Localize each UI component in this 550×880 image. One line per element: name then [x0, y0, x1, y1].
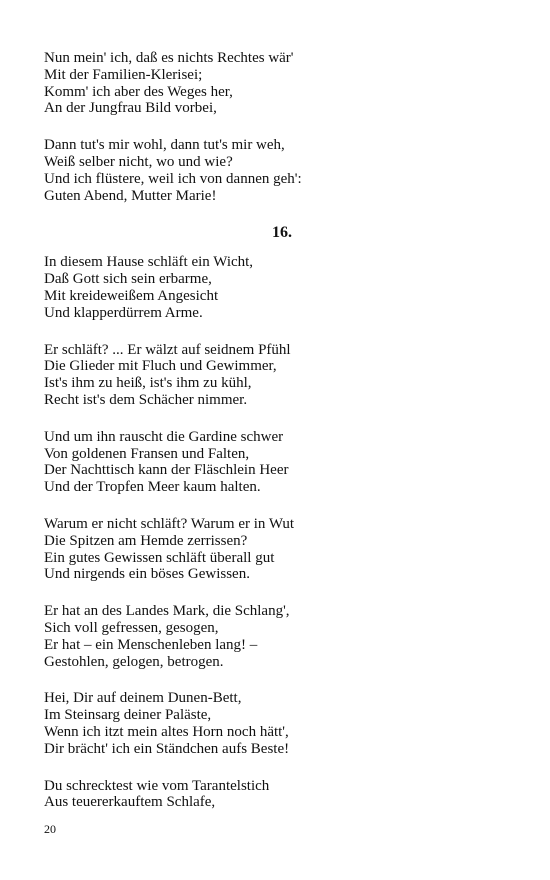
- poem-line: Und nirgends ein böses Gewissen.: [44, 566, 250, 583]
- poem-line: Er schläft? ... Er wälzt auf seidnem Pfühl: [44, 341, 291, 358]
- poem-line: Der Nachttisch kann der Fläschlein Heer: [44, 462, 289, 479]
- poem-line: Hei, Dir auf deinem Dunen-Bett,: [44, 690, 242, 707]
- poem-line: An der Jungfrau Bild vorbei,: [44, 100, 217, 117]
- poem-line: Sich voll gefressen, gesogen,: [44, 619, 219, 636]
- poem-line: Dann tut's mir wohl, dann tut's mir weh,: [44, 137, 285, 154]
- poem-line: Guten Abend, Mutter Marie!: [44, 187, 217, 204]
- poem-line: Und klapperdürrem Arme.: [44, 304, 203, 321]
- poem-line: Du schrecktest wie vom Tarantelstich: [44, 777, 270, 794]
- page-number: 20: [44, 822, 56, 836]
- poem-line: Von goldenen Fransen und Falten,: [44, 445, 250, 462]
- poem-line: Weiß selber nicht, wo und wie?: [44, 153, 233, 170]
- poem-line: Aus teuererkauftem Schlafe,: [44, 794, 216, 811]
- poem-line: Die Glieder mit Fluch und Gewimmer,: [44, 358, 277, 375]
- poem-15-ending: [44, 50, 514, 204]
- stanza: [44, 516, 514, 583]
- stanza: [44, 50, 514, 117]
- poem-number-heading: 16.: [272, 224, 292, 242]
- poem-line: Nun mein' ich, daß es nichts Rechtes wär': [44, 50, 294, 66]
- stanza: [44, 603, 514, 670]
- poem-line: Komm' ich aber des Weges her,: [44, 83, 233, 100]
- poem-line: Die Spitzen am Hemde zerrissen?: [44, 532, 248, 549]
- stanza: [44, 778, 514, 812]
- poem-line: In diesem Hause schläft ein Wicht,: [44, 254, 254, 271]
- poem-line: Mit kreideweißem Angesicht: [44, 287, 219, 304]
- poem-16: [44, 254, 514, 811]
- poem-line: Ist's ihm zu heiß, ist's ihm zu kühl,: [44, 375, 252, 392]
- poem-line: Und ich flüstere, weil ich von dannen geh':: [44, 170, 302, 187]
- poem-line: Er hat – ein Menschenleben lang! –: [44, 636, 258, 653]
- poem-line: Wenn ich itzt mein altes Horn noch hätt',: [44, 723, 289, 740]
- stanza: [44, 429, 514, 496]
- poem-line: Mit der Familien-Klerisei;: [44, 66, 203, 83]
- poem-line: Recht ist's dem Schächer nimmer.: [44, 391, 248, 408]
- poem-line: Ein gutes Gewissen schläft überall gut: [44, 549, 275, 566]
- page-body: [44, 50, 514, 831]
- poem-line: Und der Tropfen Meer kaum halten.: [44, 479, 261, 496]
- stanza: [44, 342, 514, 409]
- poem-line: Daß Gott sich sein erbarme,: [44, 271, 212, 288]
- poem-line: Und um ihn rauscht die Gardine schwer: [44, 428, 284, 445]
- poem-line: Gestohlen, gelogen, betrogen.: [44, 653, 224, 670]
- stanza: [44, 137, 514, 204]
- poem-line: Warum er nicht schläft? Warum er in Wut: [44, 515, 295, 532]
- poem-line: Dir brächt' ich ein Ständchen aufs Beste!: [44, 740, 290, 757]
- stanza: [44, 690, 514, 757]
- poem-line: Er hat an des Landes Mark, die Schlang',: [44, 603, 290, 620]
- poem-line: Im Steinsarg deiner Paläste,: [44, 707, 212, 724]
- stanza: [44, 254, 514, 321]
